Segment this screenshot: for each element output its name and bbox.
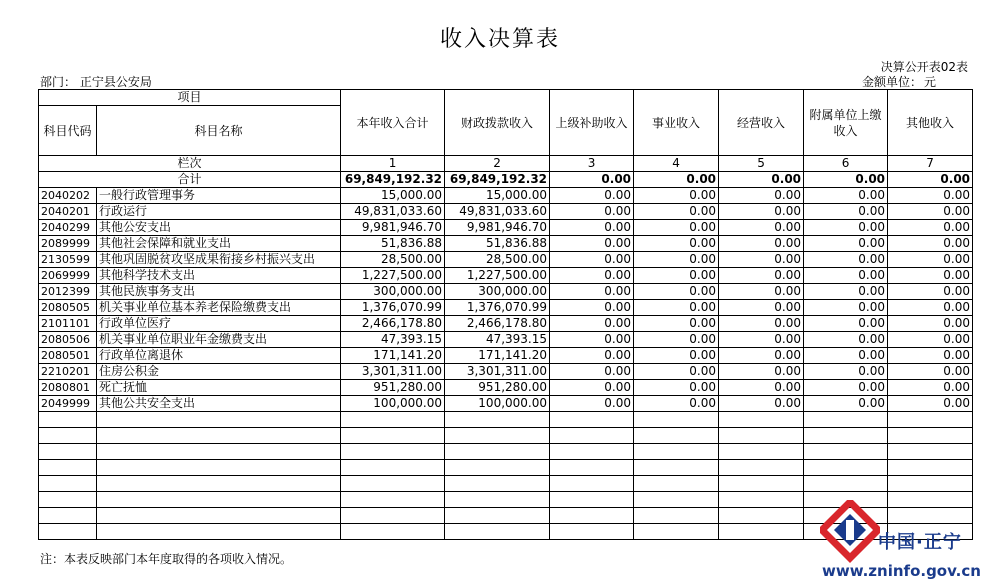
empty-cell (550, 524, 634, 540)
page-title: 收入决算表 (439, 27, 560, 52)
table-row (39, 316, 973, 332)
empty-cell (634, 492, 719, 508)
amount-cell: 0.00 (888, 188, 973, 204)
logo-emblem-icon (820, 500, 880, 570)
empty-cell (39, 460, 97, 476)
subject-code-cell: 2040202 (39, 188, 97, 204)
amount-cell: 0.00 (804, 300, 888, 316)
header-row-1 (39, 90, 973, 106)
subject-code-cell: 2130599 (39, 252, 97, 268)
amount-cell: 0.00 (719, 348, 804, 364)
total-value-cell: 0.00 (804, 172, 888, 188)
amount-cell: 0.00 (804, 332, 888, 348)
empty-cell (445, 492, 550, 508)
subject-code-cell: 2049999 (39, 396, 97, 412)
amount-cell: 0.00 (804, 316, 888, 332)
empty-cell (97, 412, 341, 428)
amount-cell: 0.00 (888, 284, 973, 300)
empty-cell (445, 524, 550, 540)
subject-name-cell: 其他民族事务支出 (97, 284, 341, 300)
table-row (39, 364, 973, 380)
empty-cell (39, 444, 97, 460)
empty-cell (719, 412, 804, 428)
logo-text: 中国·正宁 (878, 532, 962, 553)
amount-cell: 0.00 (634, 188, 719, 204)
header-operating: 经营收入 (719, 90, 804, 156)
empty-cell (888, 428, 973, 444)
empty-cell (550, 428, 634, 444)
header-affiliated: 附属单位上缴收入 (804, 90, 888, 156)
amount-cell: 3,301,311.00 (341, 364, 445, 380)
empty-cell (888, 412, 973, 428)
column-number-cell: 7 (888, 156, 973, 172)
column-number-label: 栏次 (39, 156, 341, 172)
amount-cell: 0.00 (719, 236, 804, 252)
subject-name-cell: 其他社会保障和就业支出 (97, 236, 341, 252)
column-number-cell: 1 (341, 156, 445, 172)
empty-cell (39, 492, 97, 508)
amount-cell: 2,466,178.80 (341, 316, 445, 332)
table-note: 注：本表反映部门本年度取得的各项收入情况。 (40, 552, 293, 566)
subject-name-cell: 住房公积金 (97, 364, 341, 380)
table-row (39, 252, 973, 268)
amount-cell: 0.00 (888, 204, 973, 220)
amount-cell: 0.00 (719, 332, 804, 348)
empty-row (39, 412, 973, 428)
table-row (39, 188, 973, 204)
table-row (39, 284, 973, 300)
table-row (39, 268, 973, 284)
subject-name-cell: 行政单位离退休 (97, 348, 341, 364)
amount-cell: 0.00 (634, 204, 719, 220)
amount-cell: 0.00 (888, 220, 973, 236)
amount-cell: 9,981,946.70 (445, 220, 550, 236)
amount-cell: 0.00 (888, 300, 973, 316)
subject-name-cell: 死亡抚恤 (97, 380, 341, 396)
header-business: 事业收入 (634, 90, 719, 156)
amount-cell: 0.00 (888, 348, 973, 364)
amount-cell: 1,376,070.99 (445, 300, 550, 316)
empty-cell (719, 460, 804, 476)
subject-name-cell: 行政运行 (97, 204, 341, 220)
amount-cell: 0.00 (719, 204, 804, 220)
amount-cell: 0.00 (550, 364, 634, 380)
empty-cell (550, 492, 634, 508)
empty-cell (445, 444, 550, 460)
amount-cell: 171,141.20 (445, 348, 550, 364)
amount-cell: 0.00 (634, 396, 719, 412)
amount-cell: 0.00 (888, 252, 973, 268)
header-name: 科目名称 (97, 106, 341, 156)
empty-cell (445, 460, 550, 476)
amount-cell: 0.00 (804, 364, 888, 380)
amount-cell: 0.00 (804, 396, 888, 412)
empty-cell (445, 412, 550, 428)
amount-cell: 0.00 (550, 220, 634, 236)
table-row (39, 204, 973, 220)
amount-cell: 0.00 (634, 252, 719, 268)
column-number-row (39, 156, 973, 172)
empty-cell (97, 476, 341, 492)
subject-code-cell: 2210201 (39, 364, 97, 380)
amount-cell: 0.00 (888, 364, 973, 380)
subject-code-cell: 2040201 (39, 204, 97, 220)
total-row (39, 172, 973, 188)
empty-row (39, 460, 973, 476)
empty-cell (97, 524, 341, 540)
department-label: 部门： 正宁县公安局 (40, 75, 152, 89)
empty-cell (888, 476, 973, 492)
empty-cell (341, 524, 445, 540)
amount-cell: 300,000.00 (341, 284, 445, 300)
subject-name-cell: 其他公安支出 (97, 220, 341, 236)
amount-cell: 0.00 (634, 332, 719, 348)
amount-cell: 0.00 (634, 348, 719, 364)
table-row (39, 396, 973, 412)
amount-cell: 100,000.00 (445, 396, 550, 412)
amount-cell: 0.00 (550, 284, 634, 300)
amount-cell: 0.00 (634, 364, 719, 380)
amount-cell: 51,836.88 (445, 236, 550, 252)
total-value-cell: 0.00 (550, 172, 634, 188)
column-number-cell: 2 (445, 156, 550, 172)
empty-cell (719, 444, 804, 460)
table-row (39, 380, 973, 396)
empty-cell (341, 444, 445, 460)
amount-cell: 0.00 (804, 284, 888, 300)
amount-cell: 28,500.00 (341, 252, 445, 268)
empty-cell (97, 428, 341, 444)
subject-code-cell: 2101101 (39, 316, 97, 332)
amount-cell: 0.00 (634, 236, 719, 252)
empty-cell (39, 508, 97, 524)
subject-name-cell: 其他科学技术支出 (97, 268, 341, 284)
income-table (38, 89, 973, 540)
empty-cell (39, 428, 97, 444)
header-total-income: 本年收入合计 (341, 90, 445, 156)
amount-cell: 0.00 (634, 220, 719, 236)
amount-cell: 951,280.00 (341, 380, 445, 396)
amount-cell: 0.00 (804, 220, 888, 236)
empty-cell (634, 524, 719, 540)
empty-cell (445, 476, 550, 492)
empty-cell (550, 444, 634, 460)
empty-cell (39, 412, 97, 428)
amount-cell: 0.00 (888, 316, 973, 332)
amount-cell: 0.00 (550, 332, 634, 348)
empty-cell (39, 524, 97, 540)
subject-code-cell: 2080506 (39, 332, 97, 348)
column-number-cell: 4 (634, 156, 719, 172)
table-row (39, 300, 973, 316)
amount-cell: 0.00 (550, 204, 634, 220)
amount-cell: 0.00 (550, 252, 634, 268)
amount-cell: 100,000.00 (341, 396, 445, 412)
empty-cell (341, 508, 445, 524)
amount-cell: 171,141.20 (341, 348, 445, 364)
amount-cell: 0.00 (719, 300, 804, 316)
column-number-cell: 6 (804, 156, 888, 172)
amount-cell: 47,393.15 (341, 332, 445, 348)
amount-cell: 1,376,070.99 (341, 300, 445, 316)
table-row (39, 220, 973, 236)
amount-cell: 0.00 (634, 268, 719, 284)
amount-cell: 2,466,178.80 (445, 316, 550, 332)
total-value-cell: 69,849,192.32 (445, 172, 550, 188)
header-code: 科目代码 (39, 106, 97, 156)
amount-cell: 0.00 (804, 204, 888, 220)
amount-cell: 0.00 (719, 396, 804, 412)
amount-cell: 0.00 (550, 380, 634, 396)
empty-cell (719, 492, 804, 508)
amount-cell: 0.00 (719, 380, 804, 396)
amount-cell: 15,000.00 (445, 188, 550, 204)
empty-cell (719, 524, 804, 540)
empty-cell (97, 460, 341, 476)
amount-cell: 0.00 (804, 188, 888, 204)
subject-code-cell: 2012399 (39, 284, 97, 300)
subject-code-cell: 2080801 (39, 380, 97, 396)
amount-cell: 0.00 (719, 252, 804, 268)
amount-cell: 0.00 (804, 268, 888, 284)
empty-row (39, 444, 973, 460)
amount-cell: 0.00 (550, 268, 634, 284)
empty-cell (550, 508, 634, 524)
subject-name-cell: 机关事业单位职业年金缴费支出 (97, 332, 341, 348)
empty-cell (39, 476, 97, 492)
empty-cell (341, 460, 445, 476)
amount-cell: 3,301,311.00 (445, 364, 550, 380)
subject-code-cell: 2080505 (39, 300, 97, 316)
unit-label: 金额单位： (861, 75, 922, 89)
total-value-cell: 0.00 (719, 172, 804, 188)
empty-cell (634, 508, 719, 524)
empty-cell (550, 460, 634, 476)
amount-cell: 9,981,946.70 (341, 220, 445, 236)
subject-name-cell: 其他公共安全支出 (97, 396, 341, 412)
empty-cell (97, 444, 341, 460)
subject-code-cell: 2040299 (39, 220, 97, 236)
amount-cell: 0.00 (804, 380, 888, 396)
amount-cell: 0.00 (634, 300, 719, 316)
unit-value: 元 (923, 75, 936, 89)
form-number: 决算公开表02表 (880, 60, 968, 74)
empty-cell (445, 508, 550, 524)
amount-cell: 28,500.00 (445, 252, 550, 268)
subject-name-cell: 机关事业单位基本养老保险缴费支出 (97, 300, 341, 316)
logo-url: www.zninfo.gov.cn (822, 562, 981, 580)
amount-cell: 951,280.00 (445, 380, 550, 396)
empty-cell (804, 428, 888, 444)
empty-cell (341, 492, 445, 508)
amount-cell: 0.00 (888, 396, 973, 412)
empty-cell (634, 444, 719, 460)
total-value-cell: 0.00 (888, 172, 973, 188)
amount-cell: 0.00 (804, 348, 888, 364)
empty-cell (804, 444, 888, 460)
amount-cell: 0.00 (550, 300, 634, 316)
header-other: 其他收入 (888, 90, 973, 156)
empty-cell (341, 412, 445, 428)
amount-cell: 49,831,033.60 (445, 204, 550, 220)
empty-cell (719, 476, 804, 492)
empty-cell (97, 508, 341, 524)
table-row (39, 236, 973, 252)
subject-name-cell: 行政单位医疗 (97, 316, 341, 332)
amount-cell: 0.00 (550, 236, 634, 252)
amount-cell: 0.00 (634, 316, 719, 332)
empty-cell (550, 476, 634, 492)
amount-cell: 51,836.88 (341, 236, 445, 252)
amount-cell: 0.00 (550, 316, 634, 332)
empty-cell (804, 476, 888, 492)
amount-cell: 0.00 (634, 380, 719, 396)
table-row (39, 332, 973, 348)
empty-row (39, 428, 973, 444)
amount-cell: 0.00 (719, 188, 804, 204)
empty-cell (804, 412, 888, 428)
amount-cell: 0.00 (719, 284, 804, 300)
table-row (39, 348, 973, 364)
amount-cell: 0.00 (550, 348, 634, 364)
amount-cell: 0.00 (550, 188, 634, 204)
amount-cell: 0.00 (888, 380, 973, 396)
empty-cell (804, 460, 888, 476)
amount-cell: 49,831,033.60 (341, 204, 445, 220)
amount-cell: 0.00 (719, 220, 804, 236)
amount-cell: 1,227,500.00 (445, 268, 550, 284)
header-superior: 上级补助收入 (550, 90, 634, 156)
header-item: 项目 (39, 90, 341, 106)
header-fiscal: 财政拨款收入 (445, 90, 550, 156)
empty-cell (550, 412, 634, 428)
empty-cell (888, 444, 973, 460)
amount-cell: 47,393.15 (445, 332, 550, 348)
empty-cell (341, 428, 445, 444)
amount-cell: 0.00 (888, 332, 973, 348)
empty-cell (634, 460, 719, 476)
amount-cell: 0.00 (719, 364, 804, 380)
empty-cell (97, 492, 341, 508)
subject-code-cell: 2080501 (39, 348, 97, 364)
total-value-cell: 69,849,192.32 (341, 172, 445, 188)
empty-cell (634, 428, 719, 444)
empty-row (39, 476, 973, 492)
amount-cell: 0.00 (888, 268, 973, 284)
amount-cell: 0.00 (804, 252, 888, 268)
empty-cell (888, 460, 973, 476)
subject-name-cell: 其他巩固脱贫攻坚成果衔接乡村振兴支出 (97, 252, 341, 268)
amount-cell: 0.00 (888, 236, 973, 252)
subject-code-cell: 2089999 (39, 236, 97, 252)
subject-code-cell: 2069999 (39, 268, 97, 284)
subject-name-cell: 一般行政管理事务 (97, 188, 341, 204)
amount-cell: 0.00 (719, 268, 804, 284)
amount-cell: 0.00 (804, 236, 888, 252)
column-number-cell: 3 (550, 156, 634, 172)
amount-cell: 0.00 (634, 284, 719, 300)
amount-cell: 0.00 (550, 396, 634, 412)
total-label: 合计 (39, 172, 341, 188)
amount-cell: 300,000.00 (445, 284, 550, 300)
empty-cell (719, 508, 804, 524)
total-value-cell: 0.00 (634, 172, 719, 188)
empty-cell (634, 476, 719, 492)
amount-cell: 15,000.00 (341, 188, 445, 204)
empty-cell (445, 428, 550, 444)
amount-cell: 1,227,500.00 (341, 268, 445, 284)
empty-cell (719, 428, 804, 444)
column-number-cell: 5 (719, 156, 804, 172)
amount-cell: 0.00 (719, 316, 804, 332)
empty-cell (634, 412, 719, 428)
empty-cell (341, 476, 445, 492)
